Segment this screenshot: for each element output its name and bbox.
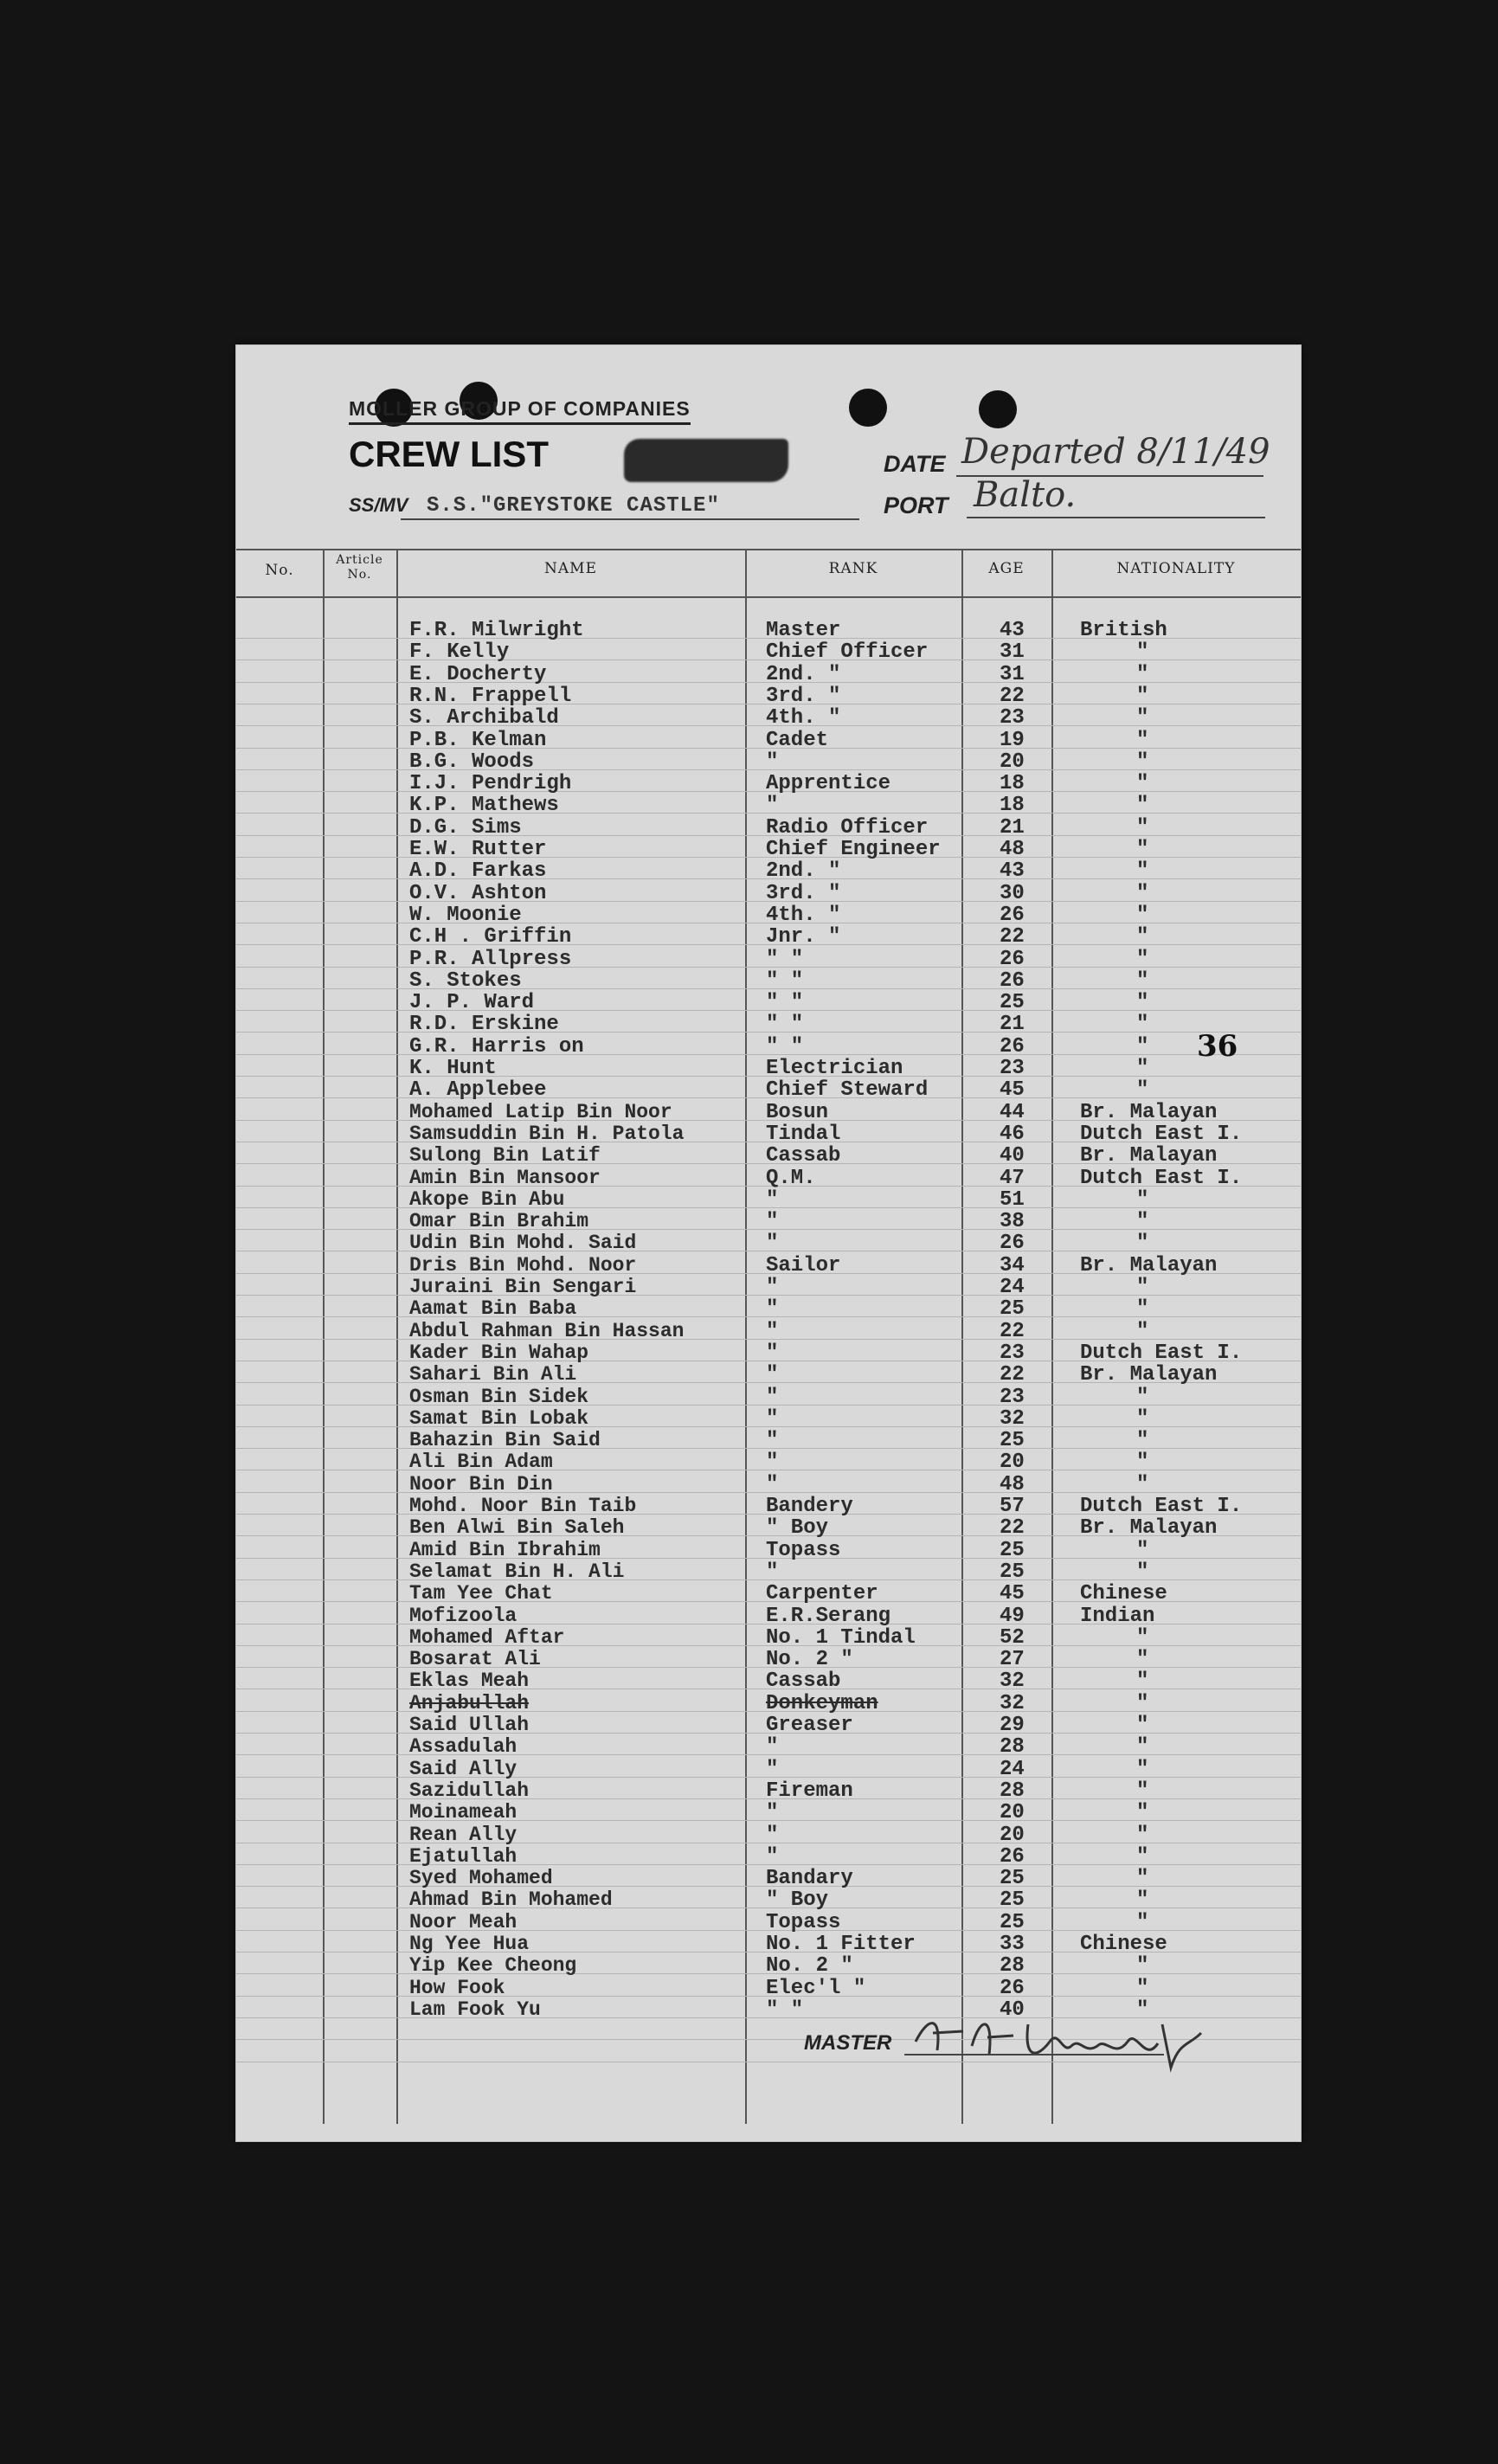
crew-nationality: Dutch East I. bbox=[1080, 1495, 1243, 1518]
port-label: PORT bbox=[884, 492, 948, 518]
crew-nationality: " bbox=[1136, 640, 1149, 665]
crew-rank: " " bbox=[766, 968, 804, 993]
crew-age: 43 bbox=[1000, 619, 1025, 642]
crew-nationality: " bbox=[1136, 1757, 1149, 1781]
crew-name: Moinameah bbox=[409, 1801, 518, 1824]
crew-rank: Bandery bbox=[766, 1495, 853, 1518]
crew-name: R.N. Frappell bbox=[409, 684, 572, 708]
crew-age: 26 bbox=[1000, 1034, 1025, 1058]
crew-rank: " bbox=[766, 1451, 779, 1475]
crew-age: 22 bbox=[1000, 925, 1025, 949]
crew-name: Amin Bin Mansoor bbox=[409, 1166, 601, 1189]
crew-name: Mohamed Latip Bin Noor bbox=[409, 1100, 672, 1123]
crew-age: 49 bbox=[1000, 1604, 1025, 1628]
crew-rank: Cassab bbox=[766, 1669, 841, 1694]
date-value: Departed 8/11/49 bbox=[961, 432, 1270, 472]
crew-name: Sahari Bin Ali bbox=[409, 1363, 577, 1386]
crew-rank: " bbox=[766, 1319, 779, 1343]
crew-age: 22 bbox=[1000, 1319, 1025, 1343]
crew-name: Tam Yee Chat bbox=[409, 1582, 553, 1605]
column-divider bbox=[396, 549, 398, 2124]
crew-rank: " bbox=[766, 794, 779, 818]
page-title: CREW LIST bbox=[349, 434, 549, 474]
crew-name: F. Kelly bbox=[409, 640, 510, 665]
crew-rank: Sailor bbox=[766, 1253, 841, 1277]
crew-nationality: " bbox=[1136, 1691, 1149, 1715]
crew-age: 26 bbox=[1000, 1976, 1025, 2000]
crew-age: 29 bbox=[1000, 1714, 1025, 1737]
crew-name: Yip Kee Cheong bbox=[409, 1954, 577, 1978]
column-header-age: AGE bbox=[988, 560, 1025, 577]
crew-age: 20 bbox=[1000, 749, 1025, 774]
crew-age: 44 bbox=[1000, 1100, 1025, 1124]
crew-age: 46 bbox=[1000, 1122, 1025, 1146]
port-underline bbox=[967, 517, 1265, 518]
crew-nationality: " bbox=[1136, 903, 1149, 927]
crew-nationality: Chinese bbox=[1080, 1582, 1167, 1606]
crew-nationality: " bbox=[1136, 749, 1149, 774]
crew-rank: " bbox=[766, 1844, 779, 1869]
crew-nationality: " bbox=[1136, 1232, 1149, 1256]
crew-age: 19 bbox=[1000, 728, 1025, 752]
crew-age: 26 bbox=[1000, 1844, 1025, 1869]
crew-rank: " bbox=[766, 1735, 779, 1760]
crew-nationality: Br. Malayan bbox=[1080, 1363, 1218, 1387]
crew-nationality: " bbox=[1136, 815, 1149, 840]
crew-rank: Electrician bbox=[766, 1057, 903, 1080]
crew-rank: " Boy bbox=[766, 1516, 829, 1541]
crew-name: Mofizoola bbox=[409, 1604, 518, 1627]
crew-age: 23 bbox=[1000, 1341, 1025, 1365]
crew-rank: Carpenter bbox=[766, 1582, 878, 1606]
crew-age: 25 bbox=[1000, 1297, 1025, 1322]
crew-name: Mohd. Noor Bin Taib bbox=[409, 1495, 637, 1517]
crew-name: Juraini Bin Sengari bbox=[409, 1276, 637, 1298]
crew-age: 28 bbox=[1000, 1954, 1025, 1978]
crew-age: 30 bbox=[1000, 881, 1025, 905]
crew-nationality: " bbox=[1136, 1823, 1149, 1847]
crew-rank: Bandary bbox=[766, 1867, 853, 1891]
ship-label: SS/MV bbox=[349, 494, 408, 516]
crew-name: K. Hunt bbox=[409, 1057, 497, 1080]
crew-age: 34 bbox=[1000, 1253, 1025, 1277]
crew-rank: Cassab bbox=[766, 1144, 841, 1168]
crew-age: 26 bbox=[1000, 1232, 1025, 1256]
ship-underline bbox=[401, 518, 859, 520]
crew-age: 20 bbox=[1000, 1823, 1025, 1847]
crew-age: 45 bbox=[1000, 1582, 1025, 1606]
crew-age: 28 bbox=[1000, 1779, 1025, 1803]
crew-nationality: " bbox=[1136, 794, 1149, 818]
column-divider bbox=[323, 549, 325, 2124]
crew-name: A. Applebee bbox=[409, 1078, 547, 1103]
crew-age: 21 bbox=[1000, 815, 1025, 840]
crew-name: R.D. Erskine bbox=[409, 1013, 559, 1037]
crew-nationality: Dutch East I. bbox=[1080, 1122, 1243, 1146]
crew-rank: Chief Steward bbox=[766, 1078, 929, 1103]
crew-nationality: " bbox=[1136, 1451, 1149, 1475]
crew-rank: 3rd. " bbox=[766, 881, 841, 905]
crew-name: How Fook bbox=[409, 1976, 505, 1999]
crew-age: 24 bbox=[1000, 1276, 1025, 1299]
crew-nationality: " bbox=[1136, 1560, 1149, 1584]
crew-name: Bahazin Bin Said bbox=[409, 1429, 601, 1452]
crew-rank: Radio Officer bbox=[766, 815, 929, 840]
crew-name: I.J. Pendrigh bbox=[409, 772, 572, 796]
crew-rank: " bbox=[766, 1560, 779, 1584]
crew-name: Sazidullah bbox=[409, 1779, 530, 1802]
crew-nationality: " bbox=[1136, 1013, 1149, 1037]
crew-rank: " bbox=[766, 1385, 779, 1409]
crew-nationality: " bbox=[1136, 1538, 1149, 1562]
crew-nationality: " bbox=[1136, 1735, 1149, 1760]
crew-name: Rean Ally bbox=[409, 1823, 518, 1846]
crew-nationality: Br. Malayan bbox=[1080, 1253, 1218, 1277]
crew-nationality: " bbox=[1136, 1844, 1149, 1869]
crew-rank: " " bbox=[766, 947, 804, 971]
crew-name: Ben Alwi Bin Saleh bbox=[409, 1516, 625, 1540]
crew-nationality: " bbox=[1136, 1648, 1149, 1672]
crew-name: Akope Bin Abu bbox=[409, 1187, 565, 1211]
crew-age: 32 bbox=[1000, 1669, 1025, 1694]
crew-name: Ejatullah bbox=[409, 1844, 518, 1868]
crew-rank: Q.M. bbox=[766, 1166, 816, 1190]
crew-rank: " bbox=[766, 1210, 779, 1234]
crew-rank: Chief Engineer bbox=[766, 838, 941, 861]
crew-rank: 3rd. " bbox=[766, 684, 841, 708]
margin-note: 36 bbox=[1197, 1029, 1238, 1064]
crew-name: G.R. Harris on bbox=[409, 1034, 584, 1058]
crew-rank: No. 2 " bbox=[766, 1648, 853, 1672]
port-value: Balto. bbox=[974, 475, 1077, 515]
crew-age: 26 bbox=[1000, 947, 1025, 971]
crew-rank: Jnr. " bbox=[766, 925, 841, 949]
column-header-rank: RANK bbox=[828, 560, 878, 577]
crew-name: Anjabullah bbox=[409, 1691, 530, 1715]
crew-rank: 2nd. " bbox=[766, 662, 841, 686]
crew-rank: " " bbox=[766, 1013, 804, 1037]
crew-name: Samat Bin Lobak bbox=[409, 1406, 589, 1430]
column-divider bbox=[961, 549, 963, 2124]
crew-rank: " bbox=[766, 1297, 779, 1322]
crew-name: Noor Meah bbox=[409, 1910, 518, 1933]
crew-rank: " " bbox=[766, 1034, 804, 1058]
crew-age: 20 bbox=[1000, 1801, 1025, 1825]
crew-nationality: " bbox=[1136, 1406, 1149, 1431]
column-header-name: NAME bbox=[544, 560, 597, 577]
punch-hole bbox=[849, 389, 887, 427]
punch-hole bbox=[979, 390, 1017, 428]
crew-nationality: " bbox=[1136, 1187, 1149, 1212]
crew-age: 32 bbox=[1000, 1406, 1025, 1431]
crew-name: Selamat Bin H. Ali bbox=[409, 1560, 625, 1583]
crew-rank: Topass bbox=[766, 1538, 841, 1562]
crew-age: 25 bbox=[1000, 1888, 1025, 1913]
crew-name: Amid Bin Ibrahim bbox=[409, 1538, 601, 1561]
company-name: MOLLER GROUP OF COMPANIES bbox=[349, 397, 691, 425]
crew-nationality: " bbox=[1136, 838, 1149, 861]
crew-age: 40 bbox=[1000, 1144, 1025, 1168]
crew-name: Bosarat Ali bbox=[409, 1648, 541, 1671]
crew-age: 24 bbox=[1000, 1757, 1025, 1781]
crew-rank: " bbox=[766, 1363, 779, 1387]
crew-name: Samsuddin Bin H. Patola bbox=[409, 1122, 685, 1145]
column-header-article-no: Article No. bbox=[336, 553, 383, 582]
crew-nationality: " bbox=[1136, 1867, 1149, 1891]
crew-nationality: " bbox=[1136, 662, 1149, 686]
crew-rank: Master bbox=[766, 619, 841, 642]
crew-name: J. P. Ward bbox=[409, 991, 535, 1015]
master-label: MASTER bbox=[804, 2031, 892, 2055]
crew-nationality: British bbox=[1080, 619, 1167, 642]
crew-nationality: " bbox=[1136, 1714, 1149, 1737]
crew-name: W. Moonie bbox=[409, 903, 522, 927]
crew-rank: 4th. " bbox=[766, 903, 841, 927]
crew-rank: " bbox=[766, 1187, 779, 1212]
crew-age: 45 bbox=[1000, 1078, 1025, 1103]
crew-nationality: Dutch East I. bbox=[1080, 1341, 1243, 1365]
column-header-no: No. bbox=[265, 562, 294, 579]
crew-rank: " bbox=[766, 1276, 779, 1299]
crew-nationality: " bbox=[1136, 1297, 1149, 1322]
crew-age: 33 bbox=[1000, 1933, 1025, 1956]
crew-name: S. Stokes bbox=[409, 968, 522, 993]
crew-name: Dris Bin Mohd. Noor bbox=[409, 1253, 637, 1277]
crew-rank: No. 2 " bbox=[766, 1954, 853, 1978]
crew-age: 20 bbox=[1000, 1451, 1025, 1475]
crew-rank: " " bbox=[766, 991, 804, 1015]
crew-age: 25 bbox=[1000, 1910, 1025, 1934]
crew-rank: " bbox=[766, 1472, 779, 1496]
crew-age: 57 bbox=[1000, 1495, 1025, 1518]
crew-nationality: " bbox=[1136, 1385, 1149, 1409]
crew-nationality: " bbox=[1136, 728, 1149, 752]
crew-age: 31 bbox=[1000, 640, 1025, 665]
crew-name: Syed Mohamed bbox=[409, 1867, 553, 1890]
crew-rank: Chief Officer bbox=[766, 640, 929, 665]
crew-rank: 2nd. " bbox=[766, 859, 841, 884]
crew-name: Sulong Bin Latif bbox=[409, 1144, 601, 1168]
crew-name: P.R. Allpress bbox=[409, 947, 572, 971]
crew-age: 48 bbox=[1000, 1472, 1025, 1496]
crew-nationality: " bbox=[1136, 706, 1149, 730]
crew-rank: " bbox=[766, 1823, 779, 1847]
crew-nationality: " bbox=[1136, 881, 1149, 905]
crew-nationality: " bbox=[1136, 1888, 1149, 1913]
crew-rank: " Boy bbox=[766, 1888, 829, 1913]
crew-age: 23 bbox=[1000, 1385, 1025, 1409]
crew-age: 43 bbox=[1000, 859, 1025, 884]
crew-nationality: " bbox=[1136, 1976, 1149, 2000]
crew-nationality: " bbox=[1136, 1319, 1149, 1343]
crew-nationality: " bbox=[1136, 859, 1149, 884]
crew-name: K.P. Mathews bbox=[409, 794, 559, 818]
crew-age: 47 bbox=[1000, 1166, 1025, 1190]
crew-rank: No. 1 Tindal bbox=[766, 1625, 916, 1650]
crew-nationality: " bbox=[1136, 684, 1149, 708]
crew-name: O.V. Ashton bbox=[409, 881, 547, 905]
crew-age: 25 bbox=[1000, 1867, 1025, 1891]
crew-name: E. Docherty bbox=[409, 662, 547, 686]
crew-name: Aamat Bin Baba bbox=[409, 1297, 577, 1321]
crew-rank: " bbox=[766, 1232, 779, 1256]
crew-rank: Cadet bbox=[766, 728, 829, 752]
crew-rank: Apprentice bbox=[766, 772, 891, 796]
crew-name: A.D. Farkas bbox=[409, 859, 547, 884]
crew-nationality: Br. Malayan bbox=[1080, 1100, 1218, 1124]
crew-age: 22 bbox=[1000, 684, 1025, 708]
crew-name: Osman Bin Sidek bbox=[409, 1385, 589, 1408]
crew-age: 51 bbox=[1000, 1187, 1025, 1212]
crew-name: Abdul Rahman Bin Hassan bbox=[409, 1319, 685, 1342]
crew-name: D.G. Sims bbox=[409, 815, 522, 840]
crew-age: 22 bbox=[1000, 1363, 1025, 1387]
crew-nationality: " bbox=[1136, 1078, 1149, 1103]
crew-name: Omar Bin Brahim bbox=[409, 1210, 589, 1233]
crew-rank: Fireman bbox=[766, 1779, 853, 1803]
crew-age: 26 bbox=[1000, 968, 1025, 993]
crew-rank: " bbox=[766, 1406, 779, 1431]
crew-nationality: " bbox=[1136, 1625, 1149, 1650]
crew-name: P.B. Kelman bbox=[409, 728, 547, 752]
crew-age: 32 bbox=[1000, 1691, 1025, 1715]
crew-rank: " " bbox=[766, 1998, 804, 2022]
crew-rank: " bbox=[766, 1757, 779, 1781]
crew-nationality: " bbox=[1136, 1210, 1149, 1234]
crew-rank: Topass bbox=[766, 1910, 841, 1934]
crew-nationality: " bbox=[1136, 968, 1149, 993]
crew-age: 48 bbox=[1000, 838, 1025, 861]
crew-nationality: " bbox=[1136, 1801, 1149, 1825]
crew-rank: Greaser bbox=[766, 1714, 853, 1737]
crew-rank: " bbox=[766, 1801, 779, 1825]
crew-age: 18 bbox=[1000, 794, 1025, 818]
crew-nationality: " bbox=[1136, 991, 1149, 1015]
crew-name: Lam Fook Yu bbox=[409, 1998, 541, 2021]
crew-age: 38 bbox=[1000, 1210, 1025, 1234]
crew-rank: Elec'l " bbox=[766, 1976, 866, 2000]
crew-name: Noor Bin Din bbox=[409, 1472, 553, 1496]
crew-age: 27 bbox=[1000, 1648, 1025, 1672]
crew-nationality: Br. Malayan bbox=[1080, 1516, 1218, 1541]
crew-nationality: " bbox=[1136, 772, 1149, 796]
crew-nationality: " bbox=[1136, 947, 1149, 971]
column-divider bbox=[745, 549, 747, 2124]
ship-name: S.S."GREYSTOKE CASTLE" bbox=[427, 494, 720, 518]
crew-rank: No. 1 Fitter bbox=[766, 1933, 916, 1956]
crew-nationality: " bbox=[1136, 1954, 1149, 1978]
crew-age: 26 bbox=[1000, 903, 1025, 927]
crew-name: S. Archibald bbox=[409, 706, 559, 730]
crew-nationality: " bbox=[1136, 1472, 1149, 1496]
crew-nationality: Dutch East I. bbox=[1080, 1166, 1243, 1190]
crew-nationality: " bbox=[1136, 1429, 1149, 1453]
crew-age: 22 bbox=[1000, 1516, 1025, 1541]
crew-name: Said Ally bbox=[409, 1757, 518, 1780]
crew-nationality: Br. Malayan bbox=[1080, 1144, 1218, 1168]
crew-nationality: " bbox=[1136, 1998, 1149, 2022]
crew-age: 25 bbox=[1000, 1560, 1025, 1584]
crew-name: C.H . Griffin bbox=[409, 925, 572, 949]
crew-nationality: " bbox=[1136, 1910, 1149, 1934]
crew-name: Assadulah bbox=[409, 1735, 518, 1759]
crew-nationality: " bbox=[1136, 1276, 1149, 1299]
crew-nationality: " bbox=[1136, 925, 1149, 949]
crew-name: Udin Bin Mohd. Said bbox=[409, 1232, 637, 1255]
crew-age: 25 bbox=[1000, 991, 1025, 1015]
crew-name: Mohamed Aftar bbox=[409, 1625, 565, 1649]
crew-name: Eklas Meah bbox=[409, 1669, 530, 1693]
crew-name: E.W. Rutter bbox=[409, 838, 547, 861]
crew-nationality: Chinese bbox=[1080, 1933, 1167, 1956]
crew-age: 25 bbox=[1000, 1538, 1025, 1562]
crew-name: Ahmad Bin Mohamed bbox=[409, 1888, 613, 1912]
crew-rank: " bbox=[766, 1341, 779, 1365]
crew-rank: Donkeyman bbox=[766, 1691, 878, 1715]
column-header-nationality: NATIONALITY bbox=[1116, 560, 1236, 577]
crew-rank: Tindal bbox=[766, 1122, 841, 1146]
crew-rank: E.R.Serang bbox=[766, 1604, 891, 1628]
crew-nationality: " bbox=[1136, 1057, 1149, 1080]
redaction-scribble bbox=[624, 439, 788, 482]
crew-age: 28 bbox=[1000, 1735, 1025, 1760]
crew-rank: Bosun bbox=[766, 1100, 829, 1124]
crew-rank: " bbox=[766, 1429, 779, 1453]
crew-nationality: Indian bbox=[1080, 1604, 1155, 1628]
signature-mark bbox=[911, 2007, 1205, 2076]
crew-list-sheet bbox=[235, 344, 1302, 2142]
crew-age: 40 bbox=[1000, 1998, 1025, 2022]
crew-name: Kader Bin Wahap bbox=[409, 1341, 589, 1364]
crew-age: 25 bbox=[1000, 1429, 1025, 1453]
crew-name: Ng Yee Hua bbox=[409, 1933, 530, 1955]
crew-name: B.G. Woods bbox=[409, 749, 535, 774]
date-label: DATE bbox=[884, 451, 946, 477]
column-divider bbox=[1051, 549, 1053, 2124]
crew-age: 52 bbox=[1000, 1625, 1025, 1650]
crew-age: 31 bbox=[1000, 662, 1025, 686]
crew-age: 21 bbox=[1000, 1013, 1025, 1037]
crew-name: F.R. Milwright bbox=[409, 619, 584, 642]
crew-nationality: " bbox=[1136, 1034, 1149, 1058]
crew-nationality: " bbox=[1136, 1669, 1149, 1694]
crew-name: Said Ullah bbox=[409, 1714, 530, 1736]
crew-nationality: " bbox=[1136, 1779, 1149, 1803]
master-signature bbox=[911, 2007, 1205, 2086]
crew-age: 23 bbox=[1000, 706, 1025, 730]
crew-age: 23 bbox=[1000, 1057, 1025, 1080]
master-underline bbox=[904, 2054, 1164, 2055]
crew-rank: 4th. " bbox=[766, 706, 841, 730]
crew-name: Ali Bin Adam bbox=[409, 1451, 553, 1474]
crew-age: 18 bbox=[1000, 772, 1025, 796]
crew-rank: " bbox=[766, 749, 779, 774]
